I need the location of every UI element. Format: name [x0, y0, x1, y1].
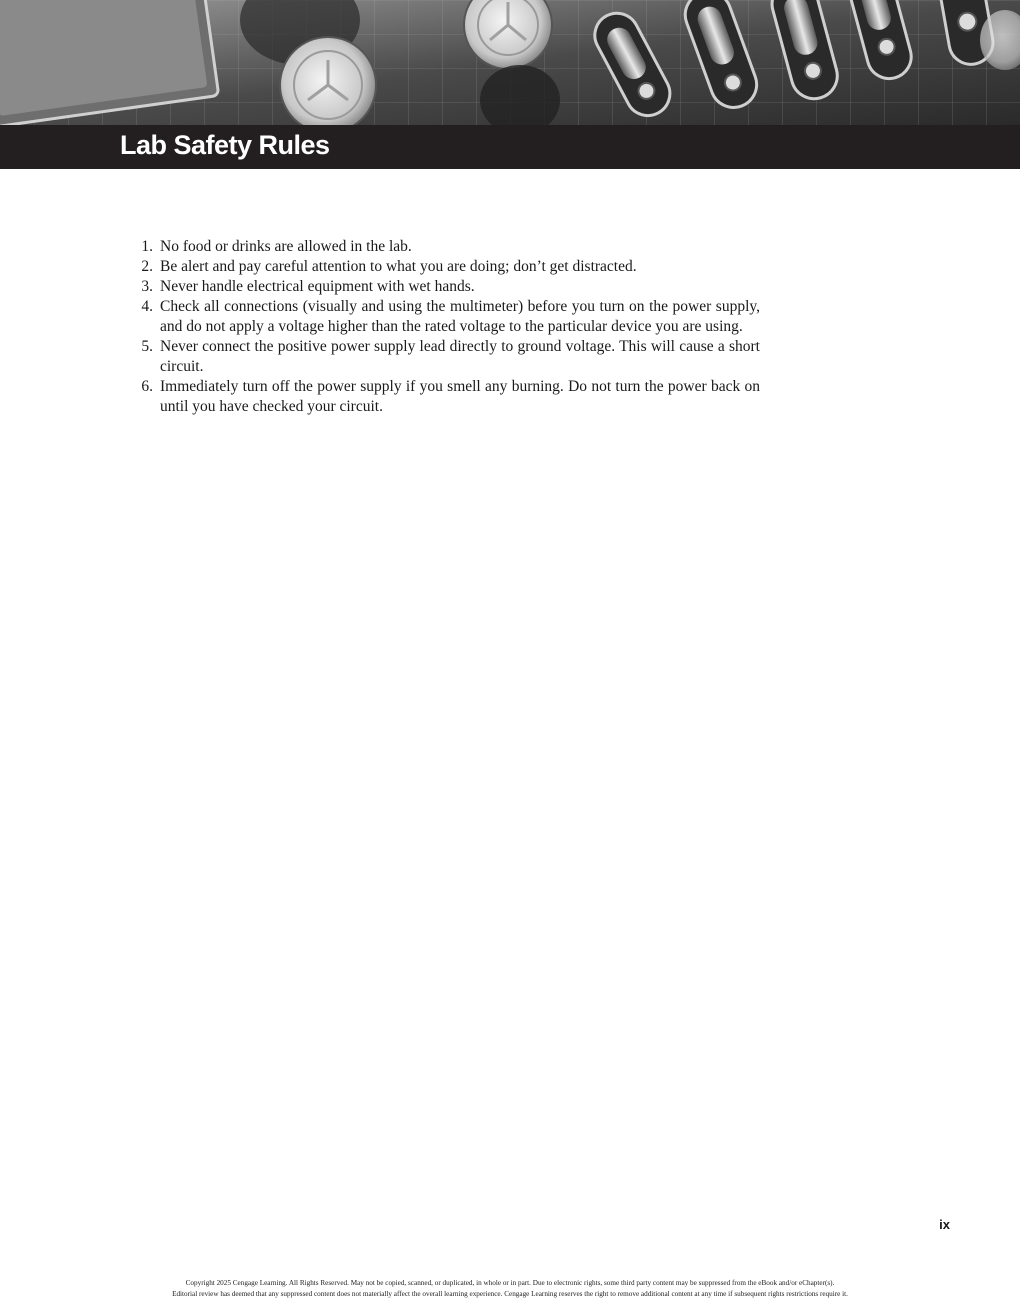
- rule-number: 4.: [141, 298, 153, 315]
- rule-number: 1.: [141, 238, 153, 255]
- list-item: [120, 257, 760, 277]
- rule-text: Never connect the positive power supply lead directly to ground voltage. This will cause a short circuit.: [160, 338, 760, 375]
- rule-text: No food or drinks are allowed in the lab.: [160, 238, 412, 255]
- rule-number: 3.: [141, 278, 153, 295]
- circuit-board-illustration: [0, 0, 1020, 125]
- copyright-line-2: Editorial review has deemed that any suppressed content does not materially affect the overall learning experience. Cengage Learning reserves the right to remove additional content at any time if subsequent rights restrictions require it.: [172, 1290, 848, 1298]
- copyright-notice: [0, 1278, 1020, 1300]
- list-item: [120, 377, 760, 417]
- rule-number: 5.: [141, 338, 153, 355]
- rule-number: 6.: [141, 378, 153, 395]
- rule-text: Never handle electrical equipment with wet hands.: [160, 278, 475, 295]
- header-banner-image: [0, 0, 1020, 125]
- rule-text: Be alert and pay careful attention to what you are doing; don’t get distracted.: [160, 258, 637, 275]
- list-item: [120, 297, 760, 337]
- rule-text: Immediately turn off the power supply if you smell any burning. Do not turn the power back on until you have checked your circuit.: [160, 378, 760, 415]
- safety-rules-list: [120, 237, 760, 417]
- list-item: [120, 277, 760, 297]
- list-item: [120, 337, 760, 377]
- rule-number: 2.: [141, 258, 153, 275]
- page-number: ix: [939, 1217, 950, 1232]
- rule-text: Check all connections (visually and using the multimeter) before you turn on the power supply, and do not apply a voltage higher than the rated voltage to the particular device you are using.: [160, 298, 760, 335]
- page-title: Lab Safety Rules: [120, 130, 330, 160]
- list-item: [120, 237, 760, 257]
- copyright-line-1: Copyright 2025 Cengage Learning. All Rights Reserved. May not be copied, scanned, or duplicated, in whole or in part. Due to electronic rights, some third party content may be suppressed from the eBook and/or eChapter(s).: [185, 1279, 835, 1287]
